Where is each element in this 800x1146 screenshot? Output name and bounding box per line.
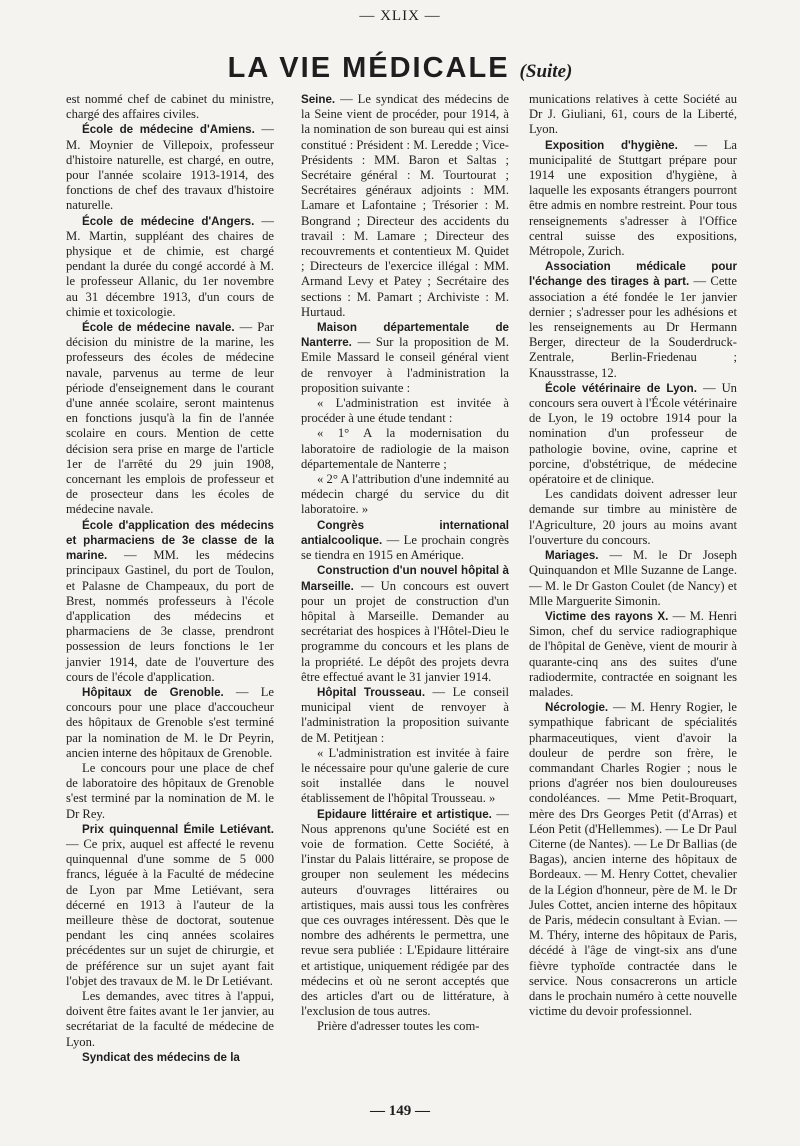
news-paragraph xyxy=(301,1019,509,1034)
news-headline: Seine. xyxy=(301,93,336,106)
news-headline: Exposition d'hygiène. xyxy=(545,138,678,152)
news-paragraph xyxy=(301,518,509,564)
news-paragraph xyxy=(529,609,737,700)
roman-page-number: — XLIX — xyxy=(359,8,441,24)
news-text: — Le concours pour une place d'accoucheur des hôpitaux de Grenoble s'est terminé par la nomination de M. le Dr Peyrin, ancien interne des hôpitaux de Grenoble. xyxy=(66,684,274,760)
section-title-suite: (Suite) xyxy=(519,61,573,82)
news-paragraph xyxy=(301,563,509,685)
news-headline: Association médicale pour l'échange des tirages à part. xyxy=(529,260,737,289)
news-paragraph xyxy=(529,92,737,138)
news-paragraph xyxy=(66,320,274,518)
news-text: — Le conseil municipal vient de renvoyer à l'administration la proposition suivante de M. Petitjean : xyxy=(301,684,509,745)
news-paragraph xyxy=(66,685,274,761)
news-paragraph xyxy=(301,685,509,746)
news-text: Le concours pour une place de chef de laboratoire des hôpitaux de Grenoble s'est terminé par la nomination de M. le Dr Rey. xyxy=(66,760,274,821)
news-text: — Un concours sera ouvert à l'École vétérinaire de Lyon, le 19 octobre 1914 pour la nomination d'un professeur de pathologie bovine, ovine, caprine et porcine, d'obstétrique, de médecine opératoire et de clinique. xyxy=(529,380,737,487)
news-text: « 2° A l'attribution d'une indemnité au médecin chargé du service du dit laboratoire. » xyxy=(301,472,509,517)
news-headline: École de médecine d'Angers. xyxy=(82,214,255,228)
news-text: — M. le Dr Joseph Quinquandon et Mlle Suzanne de Lange. — M. le Dr Gaston Coulet (de Nancy) et Mlle Marguerite Simonin. xyxy=(529,548,737,608)
news-text: — M. Henri Simon, chef du service radiographique de l'hôpital de Genève, vient de mourir à quarante-cinq ans des suites d'une radiodermite, contractée en soignant les malades. xyxy=(529,608,737,699)
news-text: munications relatives à cette Société au Dr J. Giuliani, 61, cours de la Liberté, Lyon. xyxy=(529,92,737,137)
news-paragraph xyxy=(301,320,509,396)
news-headline: Construction d'un nouvel hôpital à Marseille. xyxy=(301,564,509,593)
news-text: — Le syndicat des médecins de la Seine vient de procéder, pour 1914, à la nomination de son bureau qui est ainsi constitué : Président : M. Leredde ; Vice-Présidents : MM. Baron et Saltas ; Secrétaire général : M. Tourtourat ; Secrétaires généraux adjoints : MM. Lamare et Lafontaine ; Trésorier : M. Bongrand ; Directeur des accidents du travail : M. Lamare ; Directeur des recouvrements et contentieux M. Quidet ; Directeurs de l'exercice illégal : MM. Armand Levy et Patey ; Secrétaire des sections : M. Pamart ; Archiviste : M. Hurtaud. xyxy=(301,92,509,319)
news-text: est nommé chef de cabinet du ministre, chargé des affaires civiles. xyxy=(66,92,274,122)
news-paragraph xyxy=(66,822,274,989)
news-paragraph xyxy=(301,92,509,320)
news-headline: Victime des rayons X. xyxy=(545,609,669,623)
news-paragraph xyxy=(66,1050,274,1065)
news-text: — Ce prix, auquel est affecté le revenu quinquennal d'une somme de 5 000 francs, léguée à la Faculté de médecine de Lyon par Mme Letiévant, sera décerné en 1913 à l'auteur de la meilleure thèse de doctorat, soutenue pendant les cinq années scolaires précédentes sur un sujet de chirurgie, et de préférence sur un sujet ayant fait l'objet des travaux de M. le Dr Letiévant. xyxy=(66,836,274,988)
column-1 xyxy=(66,92,274,1065)
news-headline: École d'application des médecins et pharmaciens de 3e classe de la marine. xyxy=(66,518,274,563)
section-title: LA VIE MÉDICALE xyxy=(227,52,510,84)
news-paragraph xyxy=(66,92,274,122)
page-header xyxy=(0,52,800,85)
news-paragraph xyxy=(301,807,509,1020)
news-paragraph xyxy=(66,122,274,213)
news-text: Prière d'adresser toutes les com- xyxy=(317,1019,480,1034)
news-headline: Mariages. xyxy=(545,549,599,563)
column-3 xyxy=(529,92,737,1019)
news-text: — M. Moynier de Villepoix, professeur d'histoire naturelle, est chargé, en outre, pour l'année scolaire 1913-1914, des fonctions de chef des travaux d'histoire naturelle. xyxy=(66,122,274,213)
news-paragraph xyxy=(66,989,274,1050)
news-paragraph xyxy=(301,396,509,426)
news-paragraph xyxy=(301,426,509,472)
news-text: — Nous apprenons qu'une Société est en voie de formation. Cette Société, à l'instar du Palais littéraire, se propose de grouper non seulement les médecins auteurs d'ouvrages littéraires ou artistiques, mais aussi tous les confrères que ces ouvrages intéressent. Dès que le nombre des adhérents le permettra, une revue sera publiée : L'Epidaure littéraire et artistique, uniquement rédigée par des médecins et où ne seront acceptés que des articles d'art ou de littérature, à l'exclusion de tous autres. xyxy=(301,806,509,1019)
news-headline: Hôpitaux de Grenoble. xyxy=(82,685,224,699)
news-text: — Le prochain congrès se tiendra en 1915 en Amérique. xyxy=(301,532,509,563)
news-headline: École de médecine navale. xyxy=(82,321,235,335)
news-text: — M. Martin, suppléant des chaires de physique et de chimie, est chargé pendant la durée du congé accordé à M. le professeur Allanic, du 1er novembre au 31 décembre 1913, d'un cours de chimie et toxicologie. xyxy=(66,213,274,319)
news-text: Les candidats doivent adresser leur demande sur timbre au ministère de l'Agriculture, 20 jours au moins avant l'ouverture du concours. xyxy=(529,487,737,547)
news-text: — La municipalité de Stuttgart prépare pour 1914 une exposition d'hygiène, à laquelle les exposants étrangers pourront être admis en nombre restreint. Pour tous renseignements s'adresser à l'Office central suisse des expositions, Métropole, Zurich. xyxy=(529,137,737,259)
news-text: Les demandes, avec titres à l'appui, doivent être faites avant le 1er janvier, au secrétariat de la faculté de médecine de Lyon. xyxy=(66,988,274,1049)
news-text: « 1° A la modernisation du laboratoire de radiologie de la maison départementale de Nanterre ; xyxy=(301,426,509,471)
page-number: — 149 — xyxy=(370,1103,430,1119)
news-text: — Cette association a été fondée le 1er janvier dernier ; s'adresser pour les adhésions et les renseignements au Dr Hermann Berger, directeur de la Souderdruck-Zentrale, Berlin-Friedenau ; Knausstrasse, 12. xyxy=(529,274,738,380)
news-text: — Un concours est ouvert pour un projet de construction d'un hôpital à Marseille. Demander au secrétariat des hospices à l'Hôtel-Dieu le programme du concours et les plans de la propriété. Le dépôt des projets devra être effectué avant le 31 janvier 1914. xyxy=(301,578,509,684)
news-headline: Hôpital Trousseau. xyxy=(317,685,426,699)
news-paragraph xyxy=(66,761,274,822)
news-headline: École de médecine d'Amiens. xyxy=(82,123,255,137)
news-text: — MM. les médecins principaux Gastinel, du port de Toulon, et Palasne de Champeaux, du port de Brest, nommés professeurs à l'école d'application des médecins et pharmaciens de 3e classe, prendront possession de leurs fonctions le 1er janvier 1914, date de l'ouverture des cours de l'école d'application. xyxy=(66,548,274,684)
news-text: — Sur la proposition de M. Emile Massard le conseil général vient de renvoyer à l'administration la proposition suivante : xyxy=(301,335,509,395)
news-paragraph xyxy=(529,381,737,487)
news-headline: Epidaure littéraire et artistique. xyxy=(317,807,492,821)
news-text: — M. Henry Rogier, le sympathique fabricant de spécialités pharmaceutiques, vient d'avoir la douleur de perdre son frère, le commandant Charles Rogier ; nous le prions d'agréer nos bien douloureuses condoléances. — Mme Petit-Broquart, mère des Drs Georges Petit (d'Arras) et Léon Petit (d'Hellemmes). — Le Dr Paul Citerne (de Nantes). — Le Dr Ballias (de Bagas), ancien interne des hôpitaux de Bordeaux. — M. Henry Cottet, chevalier de la Légion d'honneur, père de M. le Dr Jules Cottet, ancien interne des hôpitaux de Paris, médecin consultant à Evian. — M. Théry, interne des hôpitaux de Paris, décédé à l'âge de vingt-six ans d'une fièvre typhoïde contractée dans le service. Nous consacrerons un article dans le prochain numéro à cette nouvelle victime du devoir professionnel. xyxy=(529,700,737,1019)
news-headline: Maison départementale de Nanterre. xyxy=(301,321,509,350)
news-paragraph xyxy=(529,487,737,548)
news-paragraph xyxy=(301,472,509,518)
news-paragraph xyxy=(529,259,737,381)
news-headline: Syndicat des médecins de la xyxy=(82,1050,240,1064)
column-2 xyxy=(301,92,509,1035)
news-headline: École vétérinaire de Lyon. xyxy=(545,381,697,395)
news-paragraph xyxy=(66,518,274,685)
news-text: « L'administration est invitée à procéder à une étude tendant : xyxy=(301,396,509,426)
news-headline: Congrès international antialcoolique. xyxy=(301,518,509,547)
news-text: « L'administration est invitée à faire le nécessaire pour qu'une galerie de cure soit installée dans le nouvel établissement de l'hôpital Trousseau. » xyxy=(301,745,509,806)
news-headline: Nécrologie. xyxy=(545,701,609,715)
news-text: — Par décision du ministre de la marine, les professeurs des écoles de médecine navale, parvenus au terme de leur période d'enseignement dans le courant d'une année scolaire, seront maintenus en fonctions jusqu'à la fin de l'année scolaire en cours. Mention de cette décision sera prise en marge de l'article 1er de l'arrêté du 29 juin 1908, concernant les emplois de professeur et de prosecteur dans les écoles de médecine navale. xyxy=(66,320,274,517)
news-paragraph xyxy=(529,138,737,260)
news-headline: Prix quinquennal Émile Letiévant. xyxy=(82,822,274,836)
news-paragraph xyxy=(301,746,509,807)
news-paragraph xyxy=(529,700,737,1019)
news-paragraph xyxy=(529,548,737,609)
news-paragraph xyxy=(66,214,274,320)
